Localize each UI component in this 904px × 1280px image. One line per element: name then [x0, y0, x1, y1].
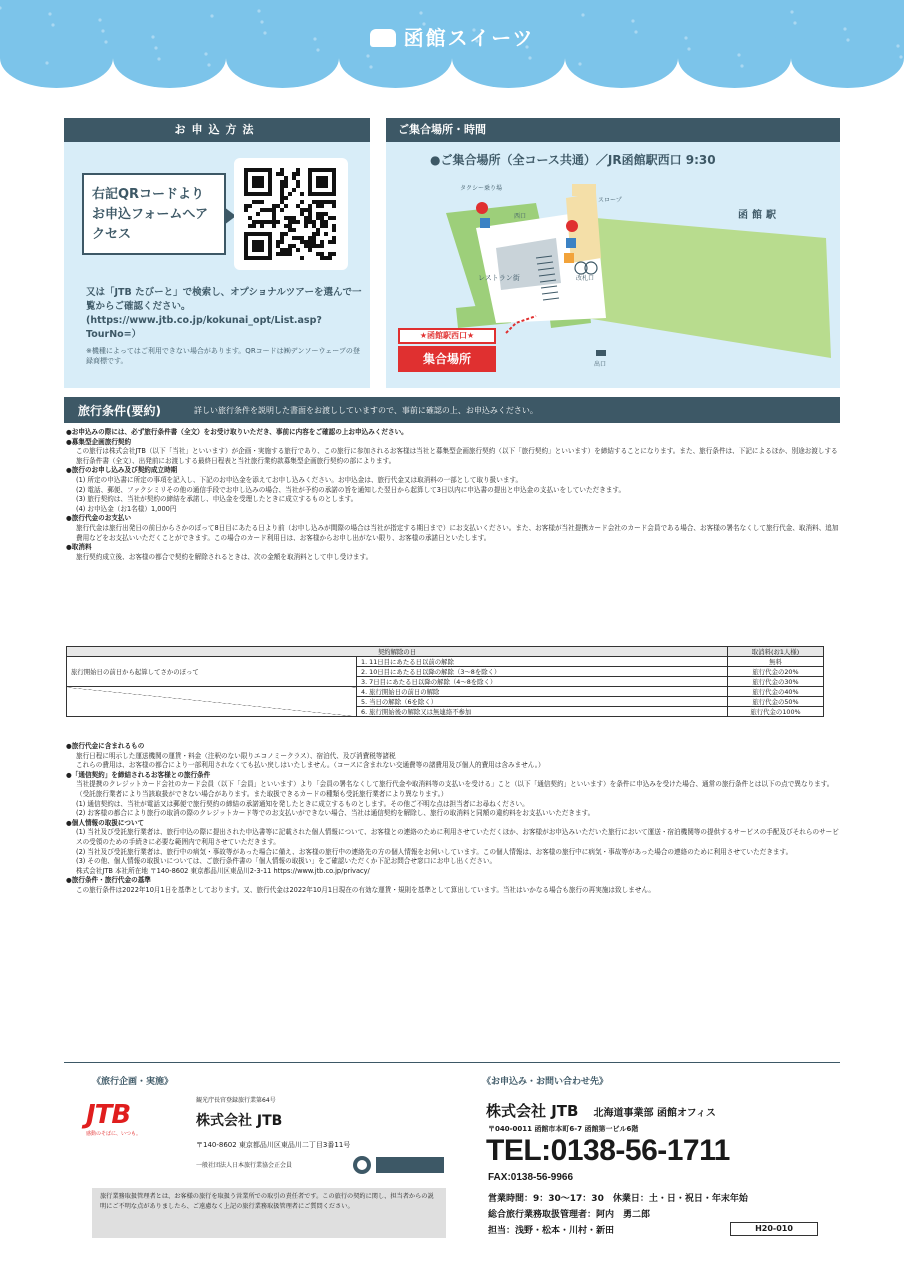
conditions-text-2 — [66, 742, 842, 896]
bonding-icon — [376, 1157, 444, 1173]
brand-logo: 函館スイーツ — [0, 22, 904, 51]
section-heading: ●「通信契約」を締結されるお客様との旅行条件 — [66, 770, 211, 779]
table-cell: 無料 — [728, 657, 824, 667]
table-cell: 5. 当日の解除（6を除く） — [357, 697, 728, 707]
gather-label: ★函館駅西口★ — [398, 328, 496, 344]
svg-text:レストラン街: レストラン街 — [478, 274, 520, 282]
inquiry-branch: 北海道事業部 函館オフィス — [593, 1108, 716, 1119]
company-address: 〒140-8602 東京都品川区東品川二丁目3番11号 — [196, 1141, 351, 1149]
qr-code[interactable] — [234, 158, 348, 270]
paragraph: これらの費用は、お客様の都合により一部利用されなくても払い戻しはいたしません。（コースに含まれない交通費等の諸費用及び個人的費用は含みません。） — [76, 761, 545, 770]
table-cell: 4. 旅行開始日の前日の解除 — [357, 687, 728, 697]
table-cell: 1. 11日目にあたる日以前の解除 — [357, 657, 728, 667]
table-cell: 3. 7日目にあたる日以降の解除（4〜8を除く） — [357, 677, 728, 687]
association-marks — [352, 1155, 446, 1175]
travel-manager: 総合旅行業務取扱管理者：阿内 勇二郎 — [488, 1210, 651, 1220]
list-item: (2) 当社及び受託旅行業者は、旅行中の病気・事故等があった場合に備え、お客様の旅行中の連絡先の方の個人情報をお伺いしています。この個人情報は、お客様の旅行中に病気・事故等があった場合の連絡のために利用させていただきます。 — [76, 847, 793, 856]
paragraph: この旅行条件は2022年10月1日を基準としております。又、旅行代金は2022年10月1日現在の有効な運賃・規則を基準として算出しています。当社はいかなる場合も旅行の再実施は致しません。 — [76, 885, 655, 894]
staff-names: 担当：浅野・松本・川村・新田 — [488, 1226, 615, 1236]
meeting-header: ご集合場所・時間 — [386, 118, 840, 142]
table-header: 取消料(お1人様) — [728, 647, 824, 657]
conditions-bar — [64, 397, 840, 423]
apply-panel — [64, 118, 370, 388]
meeting-title: ●ご集合場所（全コース共通）／JR函館駅西口 9:30 — [430, 153, 716, 167]
table-cell: 旅行代金の20% — [728, 667, 824, 677]
inquiry-address: 〒040-0011 函館市本町6-7 函館第一ビル6階 — [488, 1125, 639, 1133]
list-item: (3) 旅行契約は、当社が契約の締結を承諾し、申込金を受理したときに成立するものとします。 — [76, 495, 358, 504]
inquiry-phone[interactable]: TEL:0138-56-1711 — [486, 1134, 730, 1167]
association-line: 一般社団法人日本旅行業協会正会員 — [196, 1162, 293, 1169]
svg-text:スロープ: スロープ — [598, 197, 622, 204]
qr-lead-box: 右記QRコードよりお申込フォームへアクセス — [82, 173, 226, 255]
list-item: (2) 電話、郵便、ファクシミリその他の通信手段でお申し込みの場合、当社が予約の承諾の旨を通知した翌日から起算して3日以内に申込書の提出と申込金の支払いをしていただきます。 — [76, 485, 626, 494]
table-row — [67, 687, 824, 697]
list-item: (1) 所定の申込書に所定の事項を記入し、下記のお申込金を添えてお申し込みください。お申込金は、旅行代金又は取消料の一部として取り扱います。 — [76, 475, 523, 484]
table-cell: 旅行代金の40% — [728, 687, 824, 697]
table-header-row — [67, 647, 824, 657]
table-cell: 旅行代金の30% — [728, 677, 824, 687]
section-heading: ●個人情報の取扱について — [66, 818, 145, 827]
meeting-panel — [386, 118, 840, 388]
list-item: (2) お客様の都合により旅行の取消の際のクレジットカード等でのお支払いができない場合、当社は通信契約を解除し、旅行の取消料と同額の違約料をお支払いいただきます。 — [76, 809, 595, 818]
inquiry-fax: FAX:0138-56-9966 — [488, 1172, 574, 1183]
manager-notice: 旅行業務取扱管理者とは、お客様の旅行を取扱う営業所での取引の責任者です。この旅行の契約に関し、担当者からの説明にご不明な点がありましたら、ご遠慮なく上記の旅行業務取扱管理者にご質問ください。 — [92, 1188, 446, 1238]
conditions-note: 詳しい旅行条件を説明した書面をお渡ししていますので、事前に確認の上、お申込みください。 — [194, 406, 538, 415]
list-item: (1) 当社及び受託旅行業者は、旅行申込の際に提出された申込書等に記載された個人情報について、お客様との連絡のために利用させていただくほか、お客様がお申込みいただいた旅行において運送・宿泊機関等の提供するサービスの手配及びそれらのサービスの受領のための手続きに必要な範囲内で利用させていただきます。 — [76, 828, 839, 846]
paragraph: 旅行日程に明示した運送機関の運賃・料金（注釈のない限りエコノミークラス）、宿泊代、及び消費税等諸税 — [76, 751, 396, 760]
section-heading: ●旅行条件・旅行代金の基準 — [66, 876, 151, 885]
section-heading: ●募集型企画旅行契約 — [66, 437, 132, 446]
paragraph: 旅行代金は旅行出発日の前日からさかのぼって8日目にあたる日より前（お申し込みが間際の場合は当社が指定する期日まで）にお支払いください。また、お客様が当社提携カード会社のカード会員である場合、お客様の署名なくして旅行代金、取消料、追加費用などをお支払いいただくことができます。この場合のカード利用日は、お客様からお申し出がない限り、お客様の承諾日といたします。 — [76, 523, 839, 542]
paragraph: 当社提携のクレジットカード会社のカード会員（以下「会員」といいます）より「会員の署名なくして旅行代金や取消料等の支払いを受ける」こと（以下「通信契約」といいます）を条件に申込みを受けた場合、通常の旅行条件とは以下の点で異なります。（受託旅行業者により当該取扱ができない場合があります。また取扱できるカードの種類も受託旅行業者により異なります。） — [76, 780, 834, 798]
inquiry-company: 株式会社 JTB 北海道事業部 函館オフィス — [486, 1102, 716, 1120]
jtb-logo-tagline: 感動のそばに、いつも。 — [86, 1131, 142, 1137]
table-empty-cell — [67, 687, 357, 717]
station-name: 函館駅 — [738, 210, 780, 221]
table-header: 契約解除の日 — [67, 647, 728, 657]
list-item: (3) その他、個人情報の取扱いについては、ご旅行条件書の「個人情報の取扱い」をご確認いただくか下記お問合せ窓口にお申し出ください。 — [76, 857, 497, 866]
table-cell: 旅行代金の100% — [728, 707, 824, 717]
apply-note: ※機種によってはご利用できない場合があります。QRコードは㈱デンソーウェーブの登録商標です。 — [86, 347, 360, 365]
registration-number: 観光庁長官登録旅行業第64号 — [196, 1097, 276, 1104]
jtb-logo — [86, 1100, 158, 1140]
jtb-logo-mark: JTB — [86, 1100, 131, 1130]
apply-instructions: 又は「JTB たびーと」で検索し、オプショナルツアーを選んで一覧からご確認ください。 (https://www.jtb.co.jp/kokunai_opt/List.asp?TourNo=） — [86, 287, 362, 340]
list-item: (1) 通信契約は、当社が電話又は郵便で旅行契約の締結の承諾通知を発したときに成立するものとします。その他ご不明な点は担当者にお尋ねください。 — [76, 799, 529, 808]
conditions-text — [66, 428, 842, 562]
planner-heading: 《旅行企画・実施》 — [92, 1077, 174, 1087]
apply-url[interactable]: (https://www.jtb.co.jp/kokunai_opt/List.asp?TourNo=） — [86, 315, 322, 340]
business-hours: 営業時間：9：30〜17：30 休業日：土・日・祝日・年末年始 — [488, 1194, 748, 1204]
company-name: 株式会社 JTB — [196, 1113, 283, 1129]
svg-text:改札口: 改札口 — [576, 275, 595, 282]
cake-icon — [370, 29, 396, 47]
document-code: H20-010 — [730, 1222, 818, 1236]
table-cell: 6. 旅行開始後の解除又は無連絡不参加 — [357, 707, 728, 717]
table-cell: 2. 10日目にあたる日以降の解除（3〜8を除く） — [357, 667, 728, 677]
qr-code-icon — [244, 168, 338, 260]
conditions-intro: ●お申込みの際には、必ず旅行条件書（全文）をお受け取りいただき、事前に内容をご確認の上お申込みください。 — [66, 428, 408, 436]
conditions-title: 旅行条件(要約) — [78, 404, 161, 418]
paragraph: この旅行は株式会社JTB（以下「当社」といいます）が企画・実施する旅行であり、この旅行に参加されるお客様は当社と募集型企画旅行契約（以下「旅行契約」といいます）を締結することになります。また、旅行条件は、下記によるほか、別途お渡しする旅行条件書（全文）、出発前にお渡しする最終日程表と当社旅行業約款募集型企画旅行契約の部によります。 — [76, 447, 838, 465]
section-heading: ●旅行のお申し込み及び契約成立時期 — [66, 466, 178, 475]
apply-header: お申込方法 — [64, 118, 370, 142]
toilet-icon — [476, 202, 488, 214]
toilet-icon — [566, 220, 578, 232]
svg-text:西口: 西口 — [514, 213, 527, 220]
list-item: (4) お申込金（お1名様）1,000円 — [76, 504, 177, 513]
cancellation-table — [66, 646, 824, 717]
paragraph: 旅行契約成立後、お客様の都合で契約を解除されるときは、次の金額を取消料として申し受けます。 — [76, 552, 373, 561]
gather-place: 集合場所 — [398, 346, 496, 372]
table-cell: 旅行代金の50% — [728, 697, 824, 707]
svg-text:出口: 出口 — [594, 361, 607, 368]
table-row — [67, 657, 824, 667]
section-heading: ●旅行代金のお支払い — [66, 514, 132, 523]
divider — [64, 1062, 840, 1063]
table-group-label: 旅行開始日の前日から起算してさかのぼって — [67, 657, 357, 687]
contact-line: 株式会社JTB 本社所在地 〒140-8602 東京都品川区東品川2-3-11 https://www.jtb.co.jp/privacy/ — [76, 866, 370, 875]
section-heading: ●旅行代金に含まれるもの — [66, 742, 145, 750]
inquiry-heading: 《お申込み・お問い合わせ先》 — [482, 1077, 609, 1087]
svg-text:タクシー乗り場: タクシー乗り場 — [460, 185, 503, 192]
section-heading: ●取消料 — [66, 543, 92, 552]
